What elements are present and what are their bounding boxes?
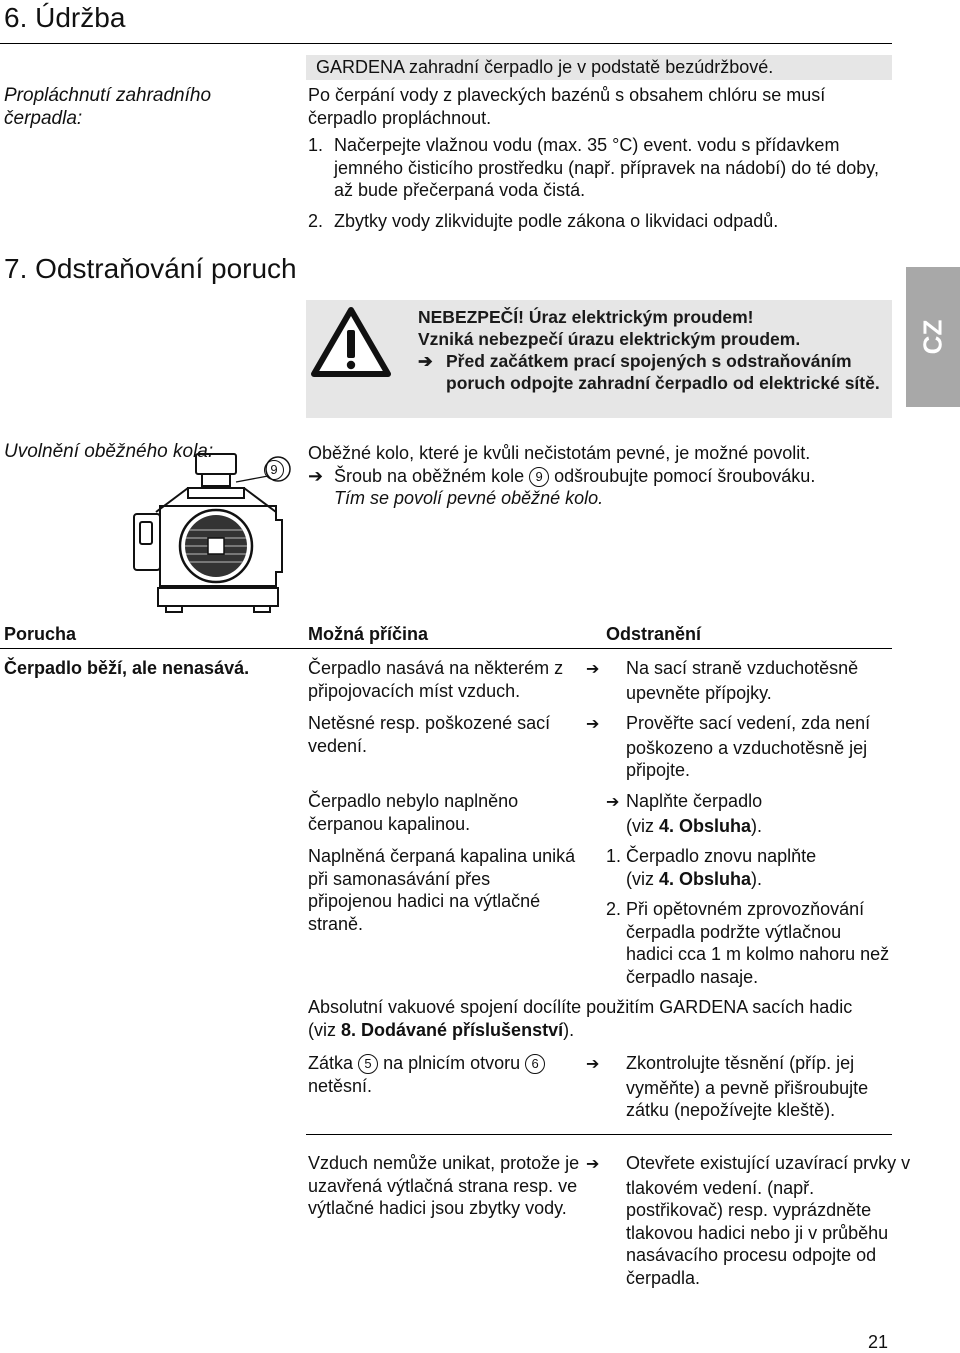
part-callout: 6 — [525, 1054, 545, 1074]
step-number: 2. — [308, 210, 324, 231]
maintenance-intro: GARDENA zahradní čerpadlo je v podstatě bezúdržbové. — [306, 55, 892, 80]
header-remedy: Odstranění — [606, 624, 702, 644]
impeller-callout: 9 — [264, 460, 284, 480]
impeller-description — [308, 442, 892, 510]
language-code: CZ — [917, 319, 948, 355]
remedy-text — [586, 712, 912, 782]
ref-prefix: (viz — [626, 815, 659, 836]
remedy-line: Otevřete existující uzavírací prvky v tlakovém vedení. (např. postřikovač) resp. vyprázdněte tlakovou hadici nebo ji v průběhu nasávacího procesu odpojte od čerpadla. — [626, 1153, 911, 1288]
step-number: 1. — [308, 135, 324, 155]
language-tab — [906, 267, 960, 407]
remedy-line: Naplňte čerpadlo — [626, 791, 763, 811]
step-item — [308, 134, 892, 202]
ref-section: 4. Obsluha — [659, 815, 752, 836]
cause-text — [308, 1052, 588, 1097]
cause-text: Čerpadlo nebylo naplněno čerpanou kapalinou. — [308, 791, 519, 834]
flush-steps — [308, 134, 892, 232]
step-text: Načerpejte vlažnou vodu (max. 35 °C) event. vodu s přídavkem jemného čisticího prostředku (např. přípravek na nádobí) do té doby, až bude přečerpaná voda čistá. — [334, 135, 879, 200]
plug-text: na plnicím otvoru — [383, 1053, 521, 1073]
warning-action — [418, 350, 888, 394]
header-fault: Porucha — [4, 624, 77, 644]
remedy-line: Při opětovném zprovozňování čerpadla podržte výtlačnou hadici cca 1 m kolmo nahoru než čerpadlo nasaje. — [626, 899, 890, 987]
remedy-reference — [606, 815, 892, 838]
impeller-result: Tím se povolí pevné oběžné kolo. — [334, 488, 604, 508]
warning-triangle-icon — [306, 300, 396, 380]
vacuum-section: 8. Dodávané příslušenství — [341, 1019, 564, 1040]
warning-line: Vzniká nebezpečí úrazu elektrickým proudem. — [418, 329, 801, 349]
vacuum-text-end: ). — [563, 1019, 575, 1040]
remedy-line: Zkontrolujte těsnění (příp. jej vyměňte) a pevně přišroubujte zátku (nepožívejte kleště). — [626, 1053, 869, 1120]
impeller-action-text: odšroubujte pomocí šroubováku. — [554, 465, 816, 486]
step-item — [308, 210, 892, 233]
ref-suffix: ). — [751, 868, 763, 889]
section-rule — [0, 43, 892, 44]
remedy-line: Na sací straně vzduchotěsně upevněte přípojky. — [626, 658, 859, 703]
impeller-action-text: Šroub na oběžném kole — [334, 465, 525, 486]
row-rule — [306, 1134, 892, 1135]
section-title-maintenance: 6. Údržba — [4, 2, 126, 33]
remedy-text — [586, 1052, 912, 1122]
warning-action-text: Před začátkem prací spojených s odstraňováním poruch odpojte zahradní čerpadlo od elektrické sítě. — [446, 351, 880, 393]
remedy-reference — [606, 868, 892, 891]
arrow-icon: ➔ — [606, 794, 620, 811]
impeller-action-line — [334, 465, 892, 488]
arrow-icon: ➔ — [308, 465, 324, 486]
remedy-number: 1. — [606, 846, 622, 866]
fault-text: Čerpadlo běží, ale nenasává. — [4, 658, 250, 678]
impeller-text: Oběžné kolo, které je kvůli nečistotám pevné, je možné povolit. — [308, 443, 811, 463]
ref-suffix: ). — [751, 815, 763, 836]
impeller-label: Uvolnění oběžného kola: — [4, 441, 214, 462]
cause-text: Čerpadlo nasává na některém z připojovacích míst vzduch. — [308, 658, 564, 701]
plug-text: Zátka — [308, 1053, 354, 1073]
remedy-line: Prověřte sací vedení, zda není poškozeno a vzduchotěsně jej připojte. — [626, 713, 871, 780]
remedy-text — [606, 845, 892, 988]
flush-paragraph: Po čerpání vody z plaveckých bazénů s obsahem chlóru se musí čerpadlo propláchnout. — [308, 85, 826, 128]
remedy-line: Čerpadlo znovu naplňte — [626, 846, 817, 866]
remedy-text — [606, 790, 892, 837]
ref-prefix: (viz — [626, 868, 659, 889]
remedy-number: 2. — [606, 899, 622, 919]
vacuum-note — [308, 996, 868, 1041]
part-callout: 5 — [358, 1054, 378, 1074]
remedy-text — [586, 657, 912, 704]
arrow-icon: ➔ — [586, 716, 600, 733]
cause-text: Vzduch nemůže unikat, protože je uzavřená výtlačná strana resp. ve výtlačné hadici jsou zbytky vody. — [308, 1153, 580, 1218]
page-number: 21 — [868, 1332, 889, 1352]
step-text: Zbytky vody zlikvidujte podle zákona o likvidaci odpadů. — [334, 210, 779, 231]
part-callout: 9 — [529, 467, 549, 487]
plug-text: netěsní. — [308, 1075, 373, 1096]
vacuum-text: Absolutní vakuové spojení docílíte použitím GARDENA sacích hadic (viz — [308, 997, 853, 1040]
warning-heading: NEBEZPEČÍ! Úraz elektrickým proudem! — [418, 307, 754, 327]
arrow-icon: ➔ — [586, 661, 600, 678]
warning-text — [418, 306, 888, 394]
ref-section: 4. Obsluha — [659, 868, 752, 889]
remedy-text — [586, 1152, 912, 1289]
arrow-icon: ➔ — [586, 1156, 600, 1173]
arrow-icon: ➔ — [418, 351, 433, 371]
flush-label: Propláchnutí zahradního čerpadla: — [4, 85, 212, 129]
table-header-rule — [0, 648, 892, 649]
impeller-action — [308, 465, 892, 488]
arrow-icon: ➔ — [586, 1056, 600, 1073]
cause-text: Netěsné resp. poškozené sací vedení. — [308, 713, 551, 756]
section-title-troubleshooting: 7. Odstraňování poruch — [4, 253, 297, 284]
cause-text: Naplněná čerpaná kapalina uniká při samonasávání přes připojenou hadici na výtlačné straně. — [308, 846, 576, 934]
header-cause: Možná příčina — [308, 624, 429, 644]
